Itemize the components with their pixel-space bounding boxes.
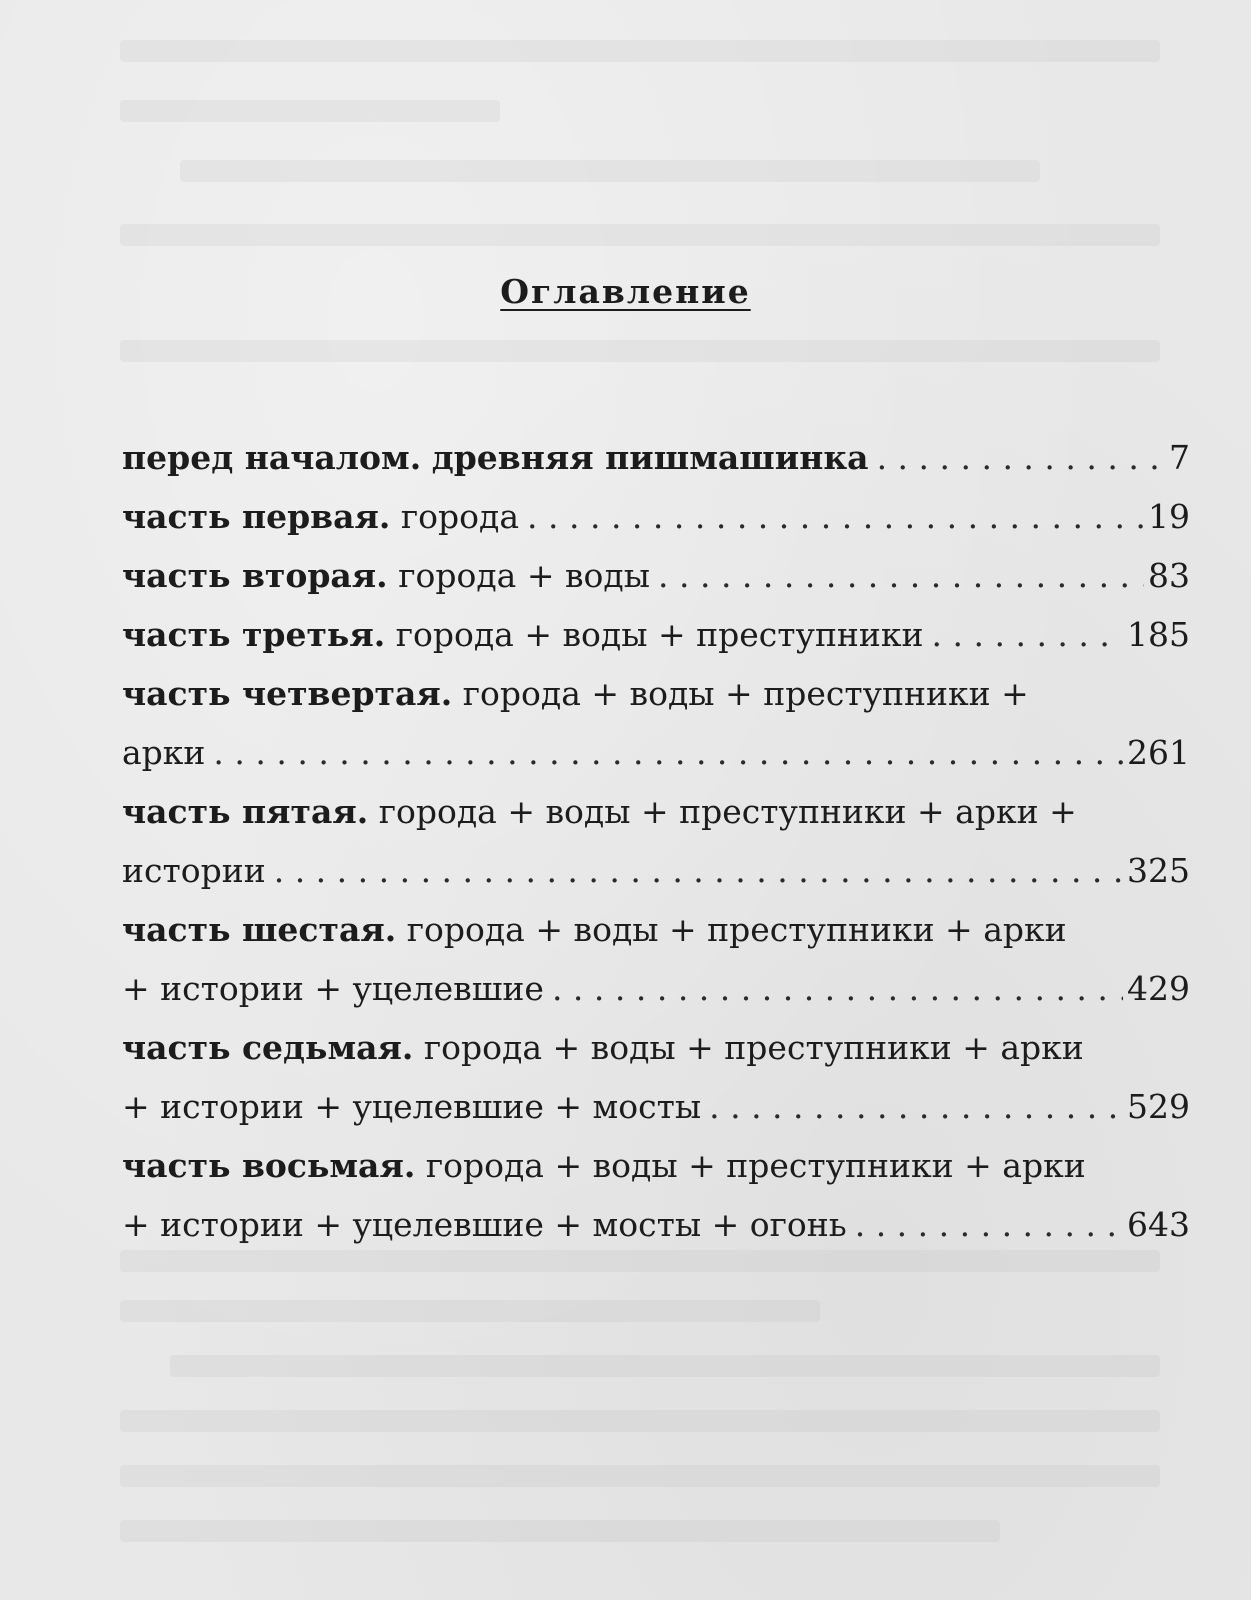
toc-entry-title: города + воды + преступники + арки bbox=[406, 910, 1067, 949]
dot-leader bbox=[877, 428, 1165, 487]
dot-leader bbox=[213, 723, 1123, 782]
toc-entry[interactable] bbox=[122, 664, 1190, 782]
dot-leader bbox=[855, 1195, 1123, 1254]
toc-entry-continuation: + истории + уцелевшие bbox=[122, 969, 544, 1008]
bleed-through-line bbox=[120, 224, 1160, 246]
toc-entry-label bbox=[122, 428, 869, 487]
toc-entry-title: города + воды + преступники + арки bbox=[425, 1146, 1086, 1185]
toc-entry-prefix: часть первая. bbox=[122, 497, 391, 536]
toc-page-number: 261 bbox=[1127, 733, 1190, 772]
toc-entry-label bbox=[122, 487, 519, 546]
toc-entry-label bbox=[122, 782, 1077, 841]
toc-entry-prefix: часть четвертая. bbox=[122, 674, 453, 713]
toc-page-number: 325 bbox=[1127, 851, 1190, 890]
toc-entry-title: города + воды + преступники + bbox=[462, 674, 1029, 713]
toc-entry-prefix: часть седьмая. bbox=[122, 1028, 414, 1067]
toc-entry-prefix: часть пятая. bbox=[122, 792, 369, 831]
toc-page-number: 185 bbox=[1127, 615, 1190, 654]
bleed-through-line bbox=[180, 160, 1040, 182]
bleed-through-line bbox=[120, 100, 500, 122]
toc-entry[interactable] bbox=[122, 428, 1190, 487]
dot-leader bbox=[527, 487, 1144, 546]
toc-entry[interactable] bbox=[122, 782, 1190, 900]
toc-entry-title: древняя пишмашинка bbox=[431, 438, 869, 477]
toc-page-number: 529 bbox=[1127, 1087, 1190, 1126]
bleed-through-line bbox=[120, 1300, 820, 1322]
toc-entry[interactable] bbox=[122, 487, 1190, 546]
bleed-through-line bbox=[120, 1465, 1160, 1487]
toc-entry-prefix: часть восьмая. bbox=[122, 1146, 416, 1185]
toc-entry-prefix: часть вторая. bbox=[122, 556, 388, 595]
toc-entry[interactable] bbox=[122, 900, 1190, 1018]
toc-entry[interactable] bbox=[122, 1018, 1190, 1136]
toc-page-number: 19 bbox=[1148, 497, 1190, 536]
bleed-through-line bbox=[120, 1520, 1000, 1542]
toc-entry-label bbox=[122, 900, 1067, 959]
toc-entry-prefix: часть третья. bbox=[122, 615, 386, 654]
toc-entry-prefix: перед началом. bbox=[122, 438, 422, 477]
toc-entry[interactable] bbox=[122, 1136, 1190, 1254]
toc-entry-prefix: часть шестая. bbox=[122, 910, 397, 949]
bleed-through-line bbox=[120, 1410, 1160, 1432]
toc-heading bbox=[0, 272, 1251, 311]
toc-entry-continuation: + истории + уцелевшие + мосты + огонь bbox=[122, 1205, 847, 1244]
toc-entry[interactable] bbox=[122, 546, 1190, 605]
toc-entry-continuation: истории bbox=[122, 851, 266, 890]
dot-leader bbox=[274, 841, 1123, 900]
toc-entry-title: города + воды + преступники + арки bbox=[423, 1028, 1084, 1067]
toc-entry-title: города + воды bbox=[398, 556, 650, 595]
toc-entry-title: города + воды + преступники + арки + bbox=[378, 792, 1077, 831]
toc-entry-label bbox=[122, 1018, 1084, 1077]
bleed-through-line bbox=[120, 340, 1160, 362]
toc-entry-continuation: арки bbox=[122, 733, 206, 772]
bleed-through-line bbox=[120, 40, 1160, 62]
dot-leader bbox=[552, 959, 1123, 1018]
toc-entry-label bbox=[122, 1136, 1086, 1195]
dot-leader bbox=[709, 1077, 1123, 1136]
toc-entry-label bbox=[122, 664, 1029, 723]
toc-entry-label bbox=[122, 546, 650, 605]
toc-entry-label bbox=[122, 605, 924, 664]
bleed-through-line bbox=[170, 1355, 1160, 1377]
toc-heading-text: Оглавление bbox=[500, 272, 751, 311]
toc-entry-continuation: + истории + уцелевшие + мосты bbox=[122, 1087, 702, 1126]
toc-page-number: 429 bbox=[1127, 969, 1190, 1008]
toc-entry-title: города + воды + преступники bbox=[395, 615, 924, 654]
toc-entry-title: города bbox=[400, 497, 520, 536]
toc-entry[interactable] bbox=[122, 605, 1190, 664]
dot-leader bbox=[658, 546, 1144, 605]
dot-leader bbox=[932, 605, 1123, 664]
toc-page-number: 643 bbox=[1127, 1205, 1190, 1244]
toc-page-number: 83 bbox=[1148, 556, 1190, 595]
toc-page-number: 7 bbox=[1169, 438, 1190, 477]
table-of-contents bbox=[122, 428, 1190, 1254]
